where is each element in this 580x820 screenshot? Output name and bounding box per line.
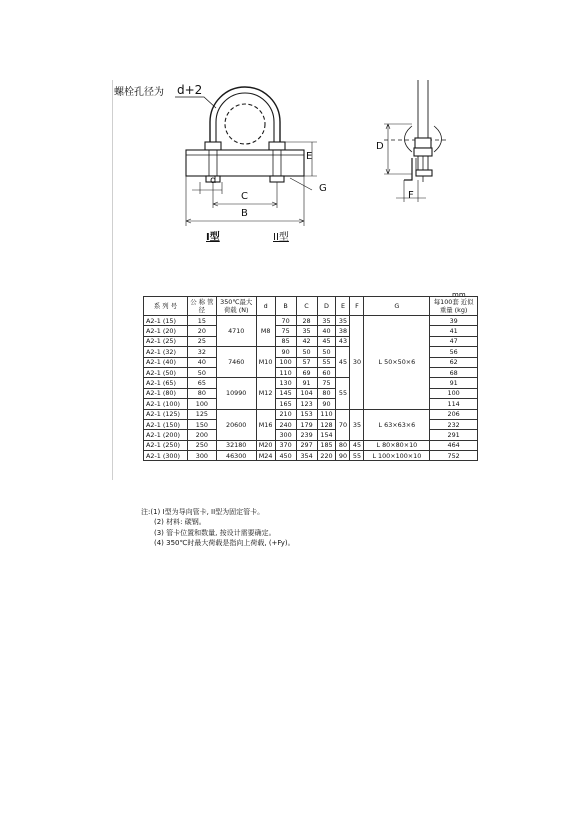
table-unit: mm xyxy=(452,291,466,299)
header-g: G xyxy=(364,297,430,316)
load-cell: 46300 xyxy=(216,451,256,461)
f-cell: 55 xyxy=(350,451,364,461)
dim-b-label: B xyxy=(241,208,248,219)
table-row: A2-1 (200) 200 300 239 154 291 xyxy=(144,430,478,440)
nut-left-top xyxy=(205,142,221,150)
header-big-d: D xyxy=(317,297,336,316)
load-cell: 10990 xyxy=(216,378,256,409)
table-row: A2-1 (20) 20 75 35 40 38 41 xyxy=(144,326,478,336)
table-row: A2-1 (125) 125 20600 M16 210 153 110 70 35 L 63×63×6 206 xyxy=(144,409,478,419)
hole-size: d+2 xyxy=(177,83,203,97)
type-1-label: I型 xyxy=(206,232,220,243)
pipe-clamp-drawing xyxy=(112,78,452,248)
type-2-label: II型 xyxy=(273,232,289,243)
pipe-outline xyxy=(225,104,265,144)
dim-big-d-label: D xyxy=(376,141,384,152)
g-cell: L 50×50×6 xyxy=(364,316,430,410)
hole-label: 螺栓孔径为 xyxy=(114,87,164,98)
g-cell: L 80×80×10 xyxy=(364,440,430,450)
u-bolt-outer xyxy=(210,87,280,150)
header-f: F xyxy=(350,297,364,316)
header-e: E xyxy=(336,297,350,316)
g-cell: L 100×100×10 xyxy=(364,451,430,461)
table-row: A2-1 (15) 15 4710 M8 70 28 35 35 30 L 50×50×6 39 xyxy=(144,316,478,326)
dim-b-line xyxy=(186,219,304,223)
table-row: A2-1 (32) 32 7460 M10 90 50 50 45 56 xyxy=(144,347,478,357)
f-cell: 45 xyxy=(350,440,364,450)
table-row: A2-1 (300) 300 46300 M24 450 354 220 90 55 L 100×100×10 752 xyxy=(144,451,478,461)
dim-c-line xyxy=(213,202,277,206)
note-item: (4) 350℃时最大荷载是指向上荷载, (+Fy)。 xyxy=(154,539,295,548)
table-header-row xyxy=(144,297,478,316)
load-cell: 32180 xyxy=(216,440,256,450)
bolt-cell: M20 xyxy=(256,440,275,450)
load-cell: 20600 xyxy=(216,409,256,440)
dim-c-label: C xyxy=(241,191,248,202)
table-row: A2-1 (65) 65 10990 M12 130 91 75 55 91 xyxy=(144,378,478,388)
table-row: A2-1 (40) 40 100 57 55 62 xyxy=(144,357,478,367)
base-angle xyxy=(186,150,304,176)
table-row: A2-1 (150) 150 240 179 128 232 xyxy=(144,419,478,429)
table-row: A2-1 (25) 25 85 42 45 43 47 xyxy=(144,336,478,346)
header-d: d xyxy=(256,297,275,316)
note-item: 注:(1) I型为导向管卡, II型为固定管卡。 xyxy=(141,508,265,516)
header-weight: 每100套 近似重量 (kg) xyxy=(430,297,478,316)
dim-d-label: d xyxy=(210,175,217,186)
spec-table xyxy=(143,296,478,461)
header-dn: 公 称 管 径 xyxy=(187,297,216,316)
bolt-cell: M16 xyxy=(256,409,275,440)
header-series: 系 列 号 xyxy=(144,297,188,316)
load-cell: 4710 xyxy=(216,316,256,347)
header-b: B xyxy=(275,297,296,316)
header-c: C xyxy=(296,297,317,316)
dim-g-label: G xyxy=(319,183,327,194)
table-row: A2-1 (100) 100 165 123 90 114 xyxy=(144,399,478,409)
g-cell: L 63×63×6 xyxy=(364,409,430,440)
load-cell: 7460 xyxy=(216,347,256,378)
table-row: A2-1 (80) 80 145 104 80 100 xyxy=(144,388,478,398)
note-item: (2) 材料: 碳钢。 xyxy=(154,518,206,527)
bolt-cell: M24 xyxy=(256,451,275,461)
nut-right-top xyxy=(269,142,285,150)
g-leader xyxy=(290,178,312,190)
bolt-cell: M8 xyxy=(256,316,275,347)
bolt-cell: M10 xyxy=(256,347,275,378)
table-row: A2-1 (250) 250 32180 M20 370 297 185 80 45 L 80×80×10 464 xyxy=(144,440,478,450)
hole-leader xyxy=(175,97,216,108)
bolt-cell: M12 xyxy=(256,378,275,409)
f-cell: 30 xyxy=(350,316,364,410)
header-load: 350℃最大 荷载 (N) xyxy=(216,297,256,316)
table-row: A2-1 (50) 50 110 69 60 68 xyxy=(144,367,478,377)
dim-big-d-line xyxy=(386,124,390,174)
u-bolt-inner xyxy=(216,93,274,150)
note-item: (3) 管卡位置和数量, 按设计需要确定。 xyxy=(154,528,276,537)
notes-block xyxy=(141,507,295,549)
f-cell: 35 xyxy=(350,409,364,440)
dim-f-label: F xyxy=(408,190,414,201)
dim-e-label: E xyxy=(306,151,313,162)
